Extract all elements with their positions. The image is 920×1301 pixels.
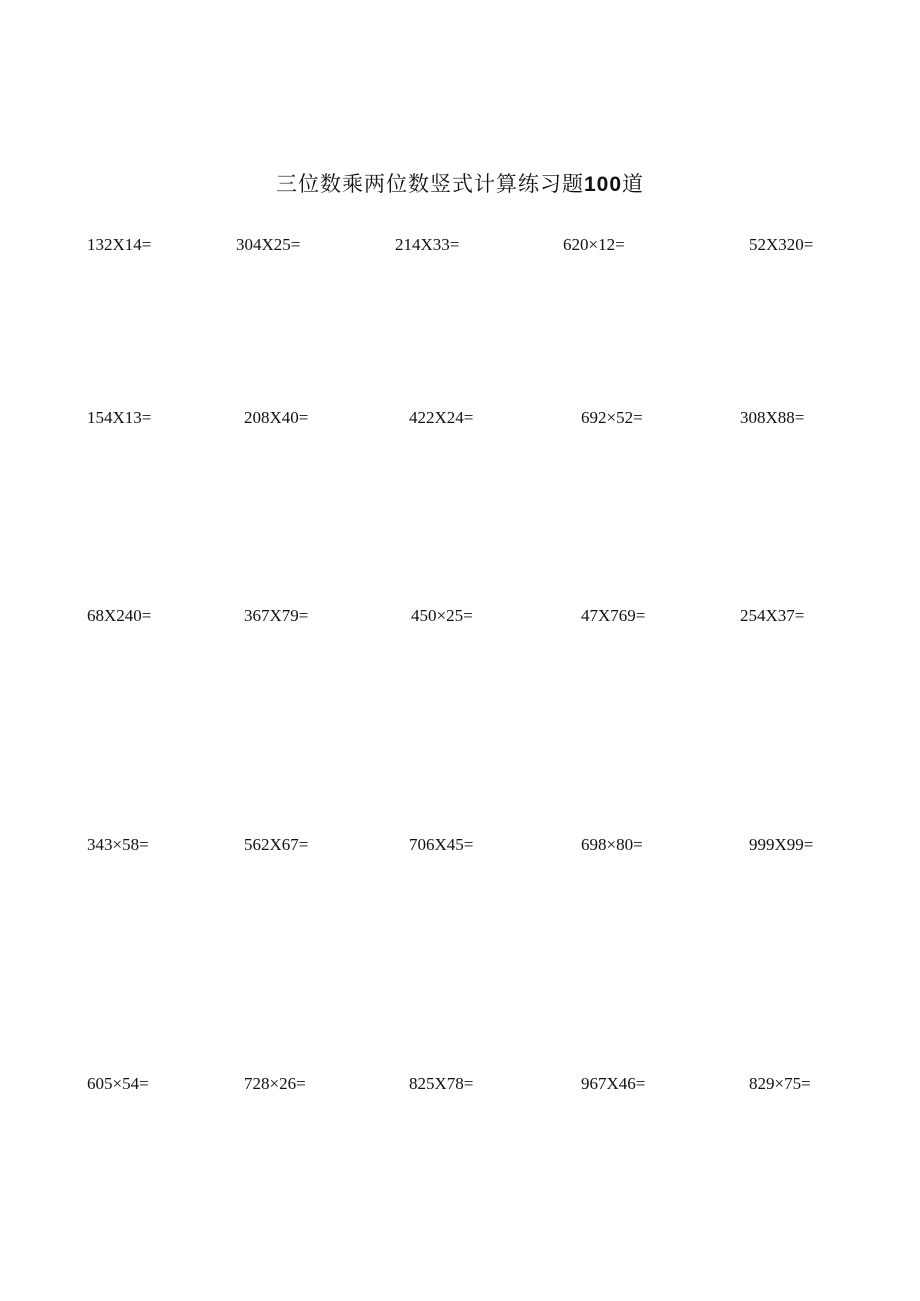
problem-r5-c3: 825X78=: [409, 1074, 474, 1093]
problem-r4-c5: 999X99=: [749, 835, 814, 854]
title-text: 三位数乘两位数竖式计算练习题: [275, 172, 584, 196]
title-count: 100: [583, 173, 623, 196]
problem-r4-c1: 343×58=: [87, 835, 149, 854]
problem-r1-c2: 304X25=: [236, 235, 301, 254]
problem-r5-c1: 605×54=: [87, 1074, 149, 1093]
problem-r1-c4: 620×12=: [563, 235, 625, 254]
problem-r4-c2: 562X67=: [244, 835, 309, 854]
title-suffix: 道: [622, 172, 645, 196]
problem-r3-c4: 47X769=: [581, 606, 646, 625]
problem-r1-c5: 52X320=: [749, 235, 814, 254]
problem-r3-c5: 254X37=: [740, 606, 805, 625]
problem-r2-c4: 692×52=: [581, 408, 643, 427]
problem-r3-c1: 68X240=: [87, 606, 152, 625]
problem-r4-c3: 706X45=: [409, 835, 474, 854]
problem-r3-c2: 367X79=: [244, 606, 309, 625]
problem-r5-c5: 829×75=: [749, 1074, 811, 1093]
problem-r2-c5: 308X88=: [740, 408, 805, 427]
problem-r1-c3: 214X33=: [395, 235, 460, 254]
page-title: [0, 168, 920, 198]
problem-r5-c2: 728×26=: [244, 1074, 306, 1093]
problem-r5-c4: 967X46=: [581, 1074, 646, 1093]
problem-r3-c3: 450×25=: [411, 606, 473, 625]
problem-r2-c2: 208X40=: [244, 408, 309, 427]
problem-r2-c1: 154X13=: [87, 408, 152, 427]
problem-r1-c1: 132X14=: [87, 235, 152, 254]
problem-r4-c4: 698×80=: [581, 835, 643, 854]
problem-r2-c3: 422X24=: [409, 408, 474, 427]
